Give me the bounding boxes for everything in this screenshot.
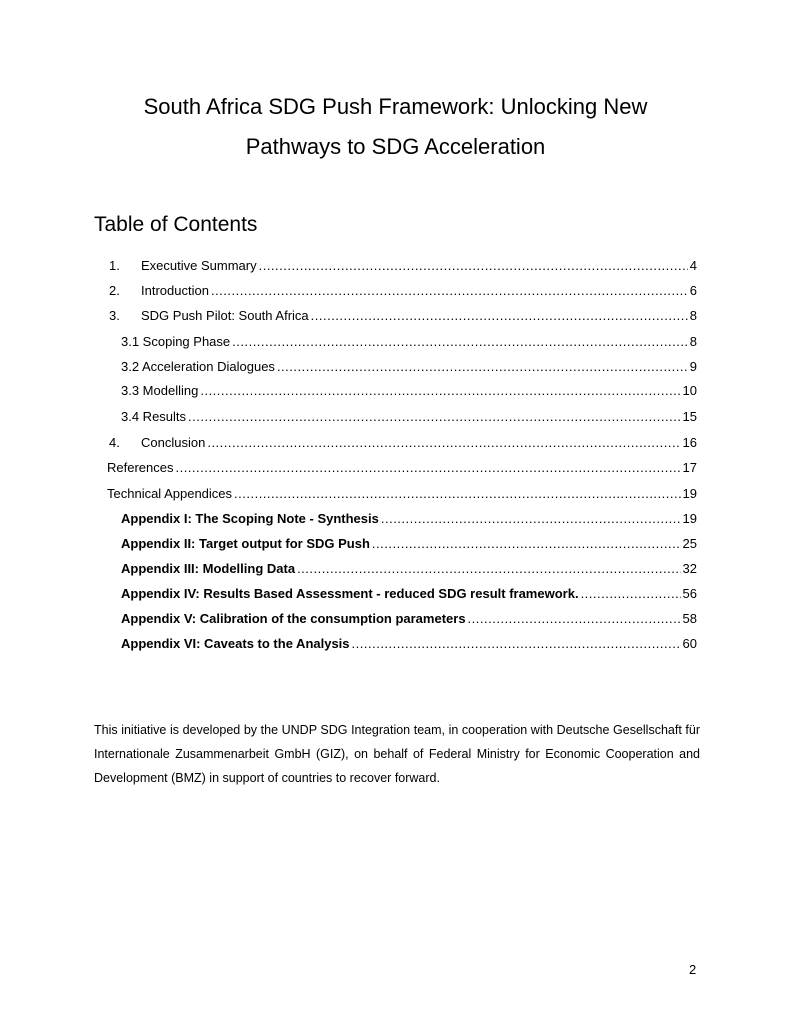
toc-leader-dots — [188, 408, 680, 426]
toc-entry-results[interactable] — [121, 408, 697, 426]
toc-leader-dots — [581, 585, 681, 603]
toc-entry-label: SDG Push Pilot: South Africa — [141, 308, 309, 323]
toc-entry-appendix-vi[interactable] — [121, 635, 697, 653]
document-title-line-2: Pathways to SDG Acceleration — [245, 134, 546, 159]
toc-entry-page: 15 — [682, 409, 697, 424]
toc-leader-dots — [277, 358, 688, 376]
toc-leader-dots — [381, 510, 681, 528]
toc-entry-page: 8 — [689, 334, 697, 349]
toc-entry-sdg-push-pilot[interactable] — [109, 307, 697, 325]
toc-entry-label: 3.4 Results — [121, 409, 187, 424]
toc-entry-label: 3.1 Scoping Phase — [121, 334, 231, 349]
toc-leader-dots — [232, 333, 688, 351]
toc-entry-label: Appendix II: Target output for SDG Push — [121, 536, 370, 551]
toc-entry-page: 10 — [682, 383, 697, 398]
toc-entry-appendix-ii[interactable] — [121, 535, 697, 553]
toc-leader-dots — [468, 610, 681, 628]
toc-entry-page: 19 — [682, 486, 697, 501]
toc-entry-acceleration-dialogues[interactable] — [121, 358, 697, 376]
initiative-note: This initiative is developed by the UNDP SDG Integration team, in cooperation with Deutsche Gesellschaft für Internationale Zusammenarbeit GmbH (GIZ), on behalf of Federal Ministry for Economic Cooperation and Development (BMZ) in support of countries to recover forward. — [94, 723, 700, 785]
toc-entry-page: 6 — [689, 283, 697, 298]
toc-entry-appendix-v[interactable] — [121, 610, 697, 628]
toc-entry-page: 16 — [682, 435, 697, 450]
document-title-line-1: South Africa SDG Push Framework: Unlocking New — [143, 94, 648, 119]
toc-entry-label: Appendix IV: Results Based Assessment - reduced SDG result framework. — [121, 586, 579, 601]
toc-entry-technical-appendices[interactable] — [107, 485, 697, 503]
toc-leader-dots — [311, 307, 688, 325]
toc-entry-page: 4 — [689, 258, 697, 273]
toc-entry-label: Conclusion — [141, 435, 206, 450]
toc-entry-introduction[interactable] — [109, 282, 697, 300]
toc-entry-number: 4. — [109, 435, 120, 450]
toc-entry-page: 17 — [682, 460, 697, 475]
toc-entry-label: Introduction — [141, 283, 209, 298]
toc-entry-label: Appendix III: Modelling Data — [121, 561, 296, 576]
toc-entry-label: Appendix V: Calibration of the consumption parameters — [121, 611, 466, 626]
toc-entry-executive-summary[interactable] — [109, 257, 697, 275]
toc-entry-label: Appendix I: The Scoping Note - Synthesis — [121, 511, 379, 526]
page-number: 2 — [689, 962, 697, 977]
toc-leader-dots — [352, 635, 681, 653]
toc-leader-dots — [207, 434, 680, 452]
toc-leader-dots — [211, 282, 688, 300]
toc-entry-label: 3.2 Acceleration Dialogues — [121, 359, 275, 374]
toc-entry-page: 19 — [682, 511, 697, 526]
toc-entry-number: 3. — [109, 308, 120, 323]
toc-entry-label: References — [107, 460, 174, 475]
toc-entry-page: 32 — [682, 561, 697, 576]
toc-entry-page: 58 — [682, 611, 697, 626]
toc-entry-page: 9 — [689, 359, 697, 374]
toc-leader-dots — [259, 257, 688, 275]
toc-entry-page: 60 — [682, 636, 697, 651]
toc-entry-page: 25 — [682, 536, 697, 551]
toc-leader-dots — [234, 485, 681, 503]
toc-leader-dots — [200, 382, 680, 400]
toc-entry-label: Appendix VI: Caveats to the Analysis — [121, 636, 350, 651]
toc-entry-appendix-iii[interactable] — [121, 560, 697, 578]
toc-leader-dots — [297, 560, 680, 578]
toc-leader-dots — [175, 459, 680, 477]
toc-entry-conclusion[interactable] — [109, 434, 697, 452]
toc-entry-label: 3.3 Modelling — [121, 383, 199, 398]
toc-entry-references[interactable] — [107, 459, 697, 477]
toc-entry-modelling[interactable] — [121, 382, 697, 400]
toc-entry-appendix-i[interactable] — [121, 510, 697, 528]
toc-entry-page: 8 — [689, 308, 697, 323]
toc-entry-label: Executive Summary — [141, 258, 257, 273]
toc-heading: Table of Contents — [94, 213, 258, 236]
toc-entry-number: 2. — [109, 283, 120, 298]
toc-entry-scoping-phase[interactable] — [121, 333, 697, 351]
toc-entry-appendix-iv[interactable] — [121, 585, 697, 603]
toc-leader-dots — [372, 535, 681, 553]
toc-entry-page: 56 — [682, 586, 697, 601]
toc-entry-label: Technical Appendices — [107, 486, 233, 501]
toc-entry-number: 1. — [109, 258, 120, 273]
